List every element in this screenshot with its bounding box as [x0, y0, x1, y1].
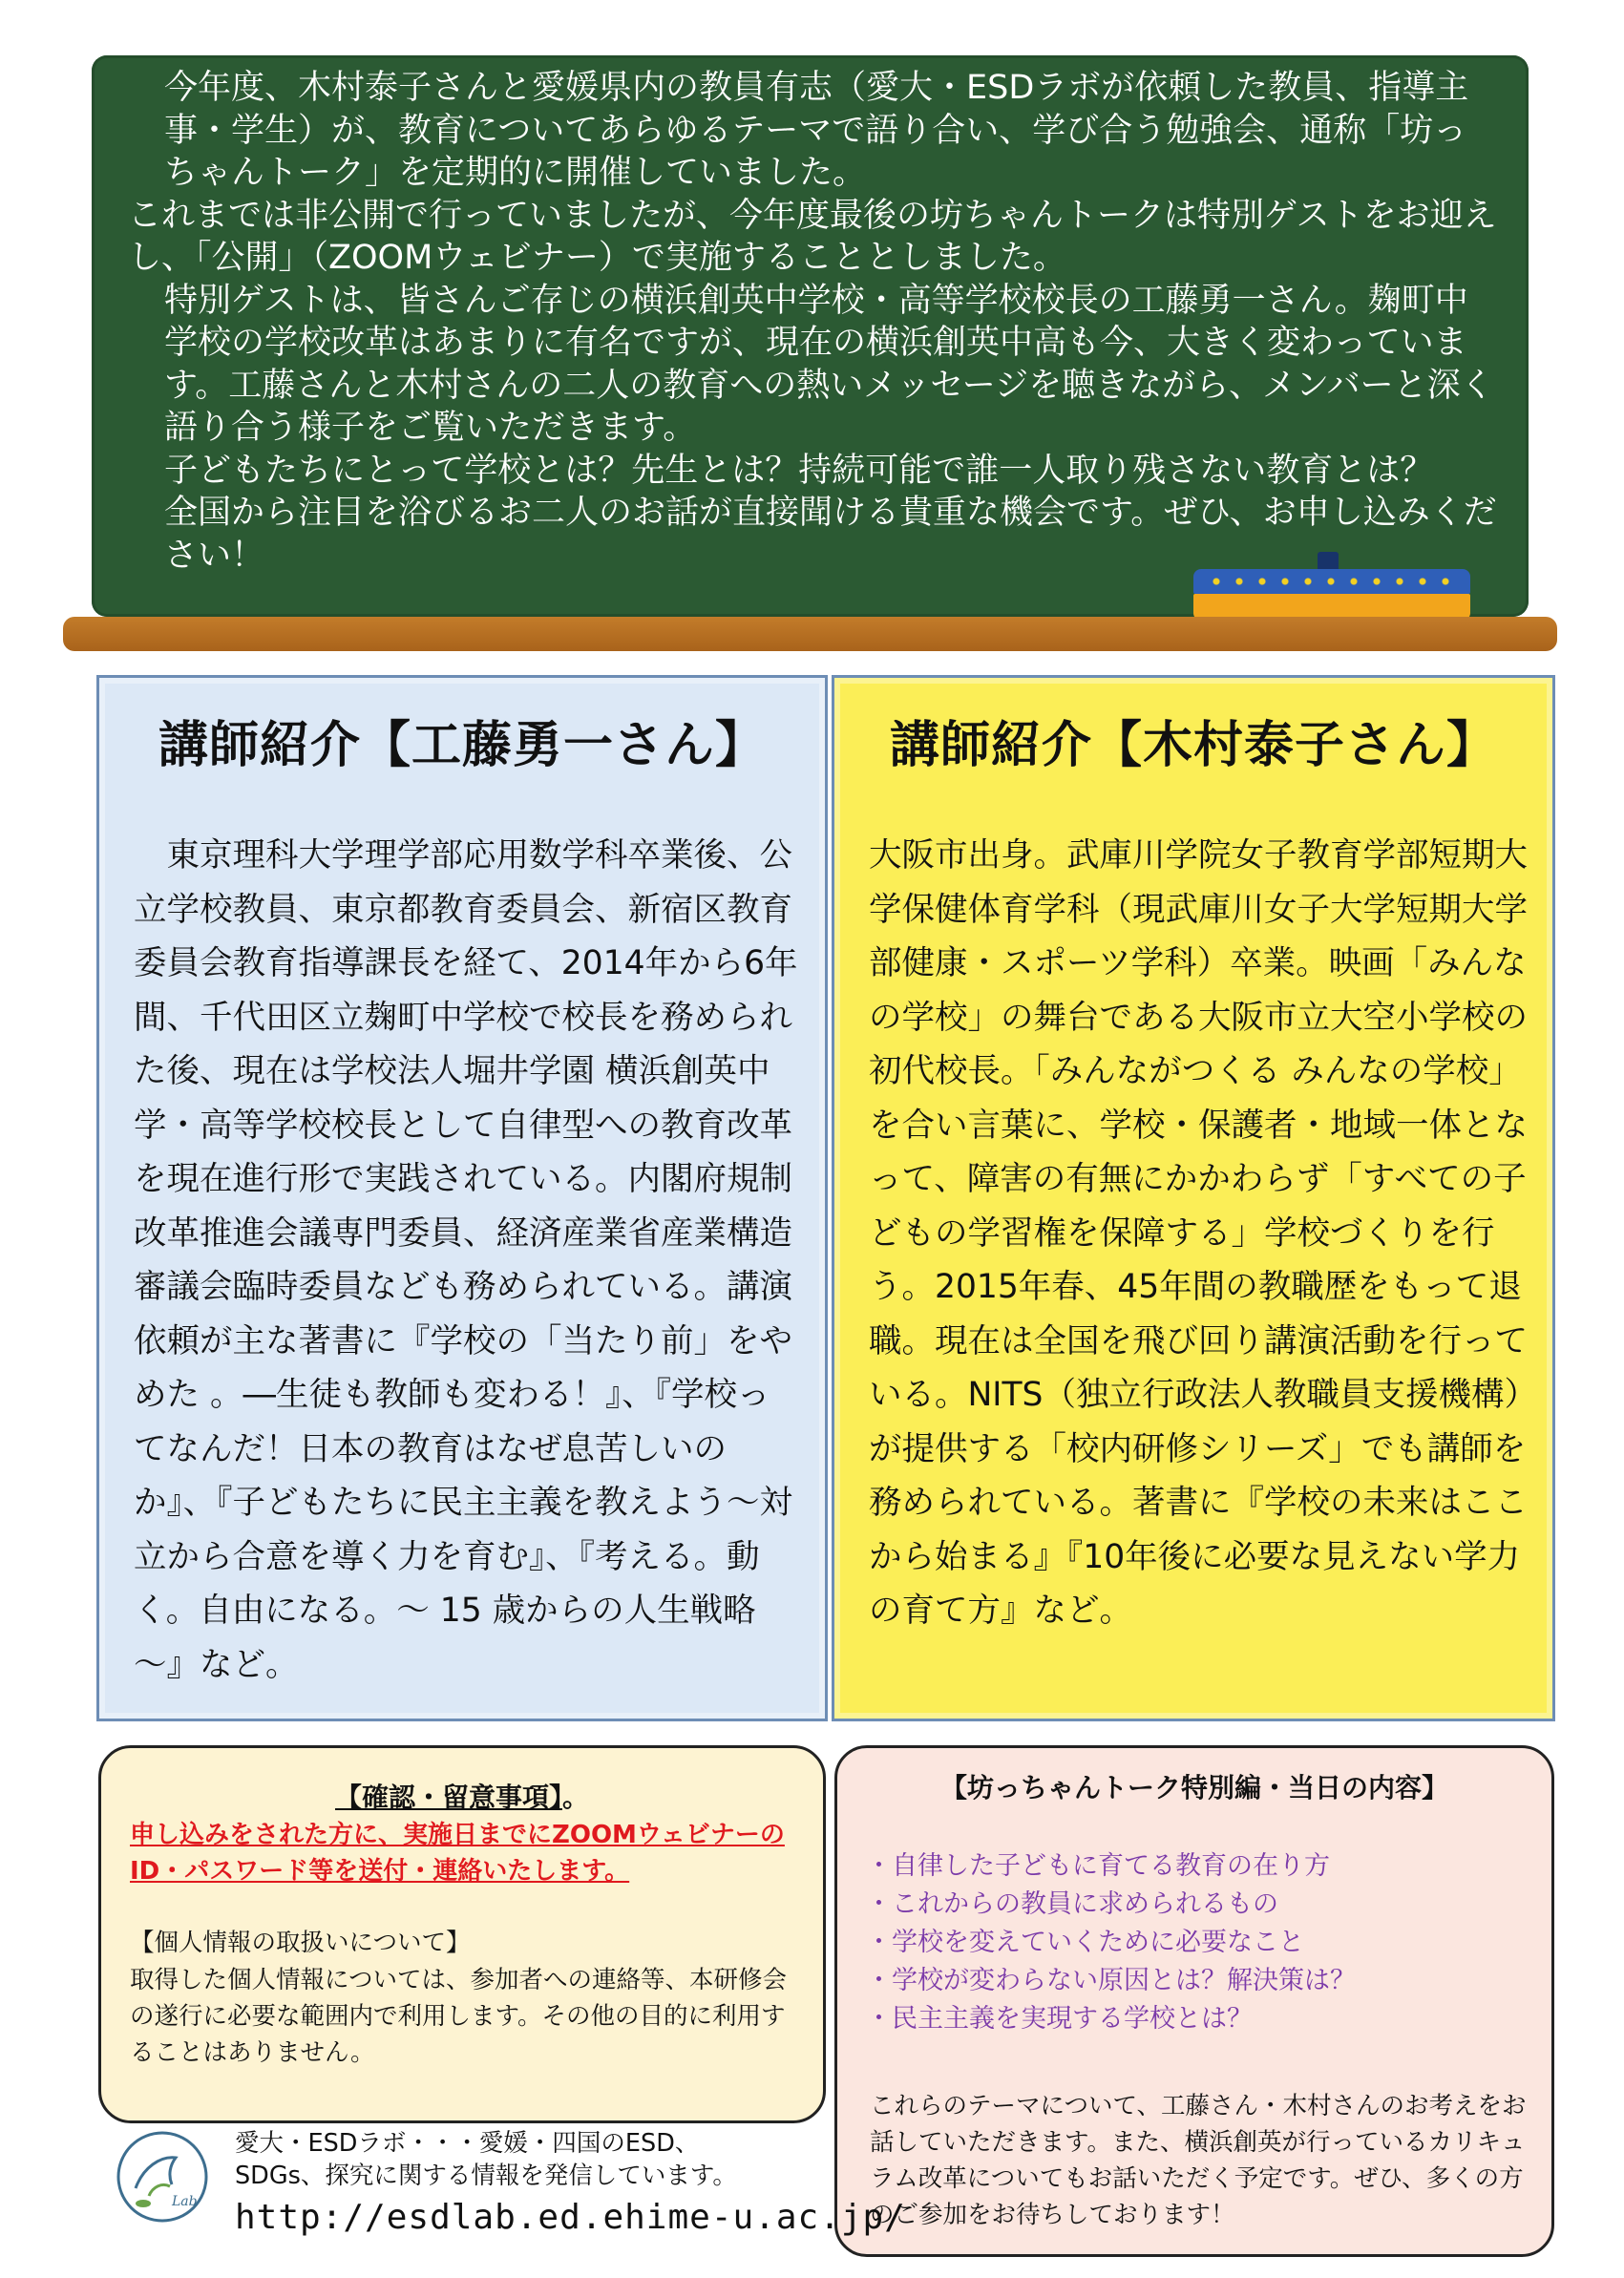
notice-title [101, 1777, 823, 1815]
instructor-bio-kudo: 東京理科大学理学部応用数学科卒業後、公立学校教員、東京都教育委員会、新宿区教育委員会教育指導課長を経て、2014年から6年間、千代田区立麹町中学校で校長を務められた後、現在は学校法人堀井学園 横浜創英中学・高等学校校長として自律型への教育改革を現在進行形で実践されている。内閣府規制改革推進会議専門委員、経済産業省産業構造審議会臨時委員なども務められている。講演依頼が主な著書に『学校の「当たり前」をやめた 。―生徒も教師も変わる！』、『学校ってなんだ！日本の教育はなぜ息苦しいのか』、『子どもたちに民主主義を教えよう～対立から合意を導く力を育む』、『考える。動く。自由になる。～ 15 歳からの人生戦略～』など。 [134, 836, 798, 1684]
intro-text [128, 67, 1498, 577]
privacy-text: 取得した個人情報については、参加者への連絡等、本研修会の遂行に必要な範囲内で利用します。その他の目的に利用することはありません。 [130, 1966, 787, 2067]
notice-title-suffix: 。 [562, 1782, 590, 1813]
list-item: ・学校が変わらない原因とは？解決策は？ [866, 1966, 1356, 1995]
intro-paragraph: 今年度、木村泰子さんと愛媛県内の教員有志（愛大・ESDラボが依頼した教員、指導主事・学生）が、教育についてあらゆるテーマで語り合い、学び合う勉強会、通称「坊っちゃんトーク」を定期的に開催していました。 [164, 69, 1469, 192]
privacy-heading: 【個人情報の取扱いについて】 [130, 1929, 471, 1957]
intro-paragraph: 子どもたちにとって学校とは？先生とは？持続可能で誰一人取り残さない教育とは？ 全国から注目を浴びるお二人のお話が直接聞ける貴重な機会です。ぜひ、お申し込みください！ [164, 451, 1497, 575]
eraser-illustration [1193, 569, 1470, 621]
event-contents-title: 【坊っちゃんトーク特別編・当日の内容】 [939, 1772, 1448, 1803]
intro-paragraph: これまでは非公開で行っていましたが、今年度最後の坊ちゃんトークは特別ゲストをお迎えし、「公開」（ZOOMウェビナー）で実施することとしました。 [128, 196, 1497, 277]
event-contents-box [834, 1745, 1554, 2257]
notice-box [98, 1745, 826, 2123]
event-contents-text: これらのテーマについて、工藤さん・木村さんのお考えをお話していただきます。また、横浜創英が行っているカリキュラム改革についてもお話いただく予定です。ぜひ、多くの方のご参加をお待ちしております！ [870, 2092, 1527, 2229]
list-item: ・学校を変えていくために必要なこと [866, 1928, 1304, 1957]
instructor-panel-kimura [832, 675, 1555, 1721]
instructor-title-kimura: 講師紹介【木村泰子さん】 [889, 717, 1497, 774]
footer-url-link[interactable]: http://esdlab.ed.ehime-u.ac.jp/ [235, 2198, 906, 2237]
instructor-title-kudo: 講師紹介【工藤勇一さん】 [158, 717, 766, 774]
list-item: ・これからの教員に求められるもの [866, 1889, 1278, 1919]
list-item: ・自律した子どもに育てる教育の在り方 [866, 1851, 1330, 1881]
logo-text: Lab [172, 2194, 198, 2209]
instructor-panel-kudo [96, 675, 828, 1721]
chalkboard-ledge [63, 617, 1557, 651]
intro-paragraph: 特別ゲストは、皆さんご存じの横浜創英中学校・高等学校校長の工藤勇一さん。麹町中学校の学校改革はあまりに有名ですが、現在の横浜創英中高も今、大きく変わっています。工藤さんと木村さんの二人の教育への熱いメッセージを聴きながら、メンバーと深く語り合う様子をご覧いただきます。 [164, 281, 1494, 447]
notice-important-text: 申し込みをされた方に、実施日までにZOOMウェビナーのID・パスワード等を送付・連絡いたします。 [130, 1821, 785, 1886]
instructor-bio-kimura: 大阪市出身。武庫川学院女子教育学部短期大学保健体育学科（現武庫川女子大学短期大学部健康・スポーツ学科）卒業。映画「みんなの学校」の舞台である大阪市立大空小学校の初代校長。「みんながつくる みんなの学校」を合い言葉に、学校・保護者・地域一体となって、障害の有無にかかわらず「すべての子どもの学習権を保障する」学校づくりを行う。2015年春、45年間の教職歴をもって退職。現在は全国を飛び回り講演活動を行っている。NITS（独立行政法人教職員支援機構）が提供する「校内研修シリーズ」でも講師を務められている。著書に『学校の未来はここから始まる』『10年後に必要な見えない学力の育て方』など。 [869, 836, 1528, 1630]
esd-lab-logo-icon [115, 2129, 210, 2225]
footer-description: 愛大・ESDラボ・・・愛媛・四国のESD、SDGs、探究に関する情報を発信しています。 [235, 2129, 737, 2190]
notice-title-text: 【確認・留意事項】 [334, 1782, 562, 1813]
event-topic-list [866, 1847, 1356, 2038]
chalkboard [92, 55, 1529, 617]
list-item: ・民主主義を実現する学校とは？ [866, 2004, 1253, 2034]
